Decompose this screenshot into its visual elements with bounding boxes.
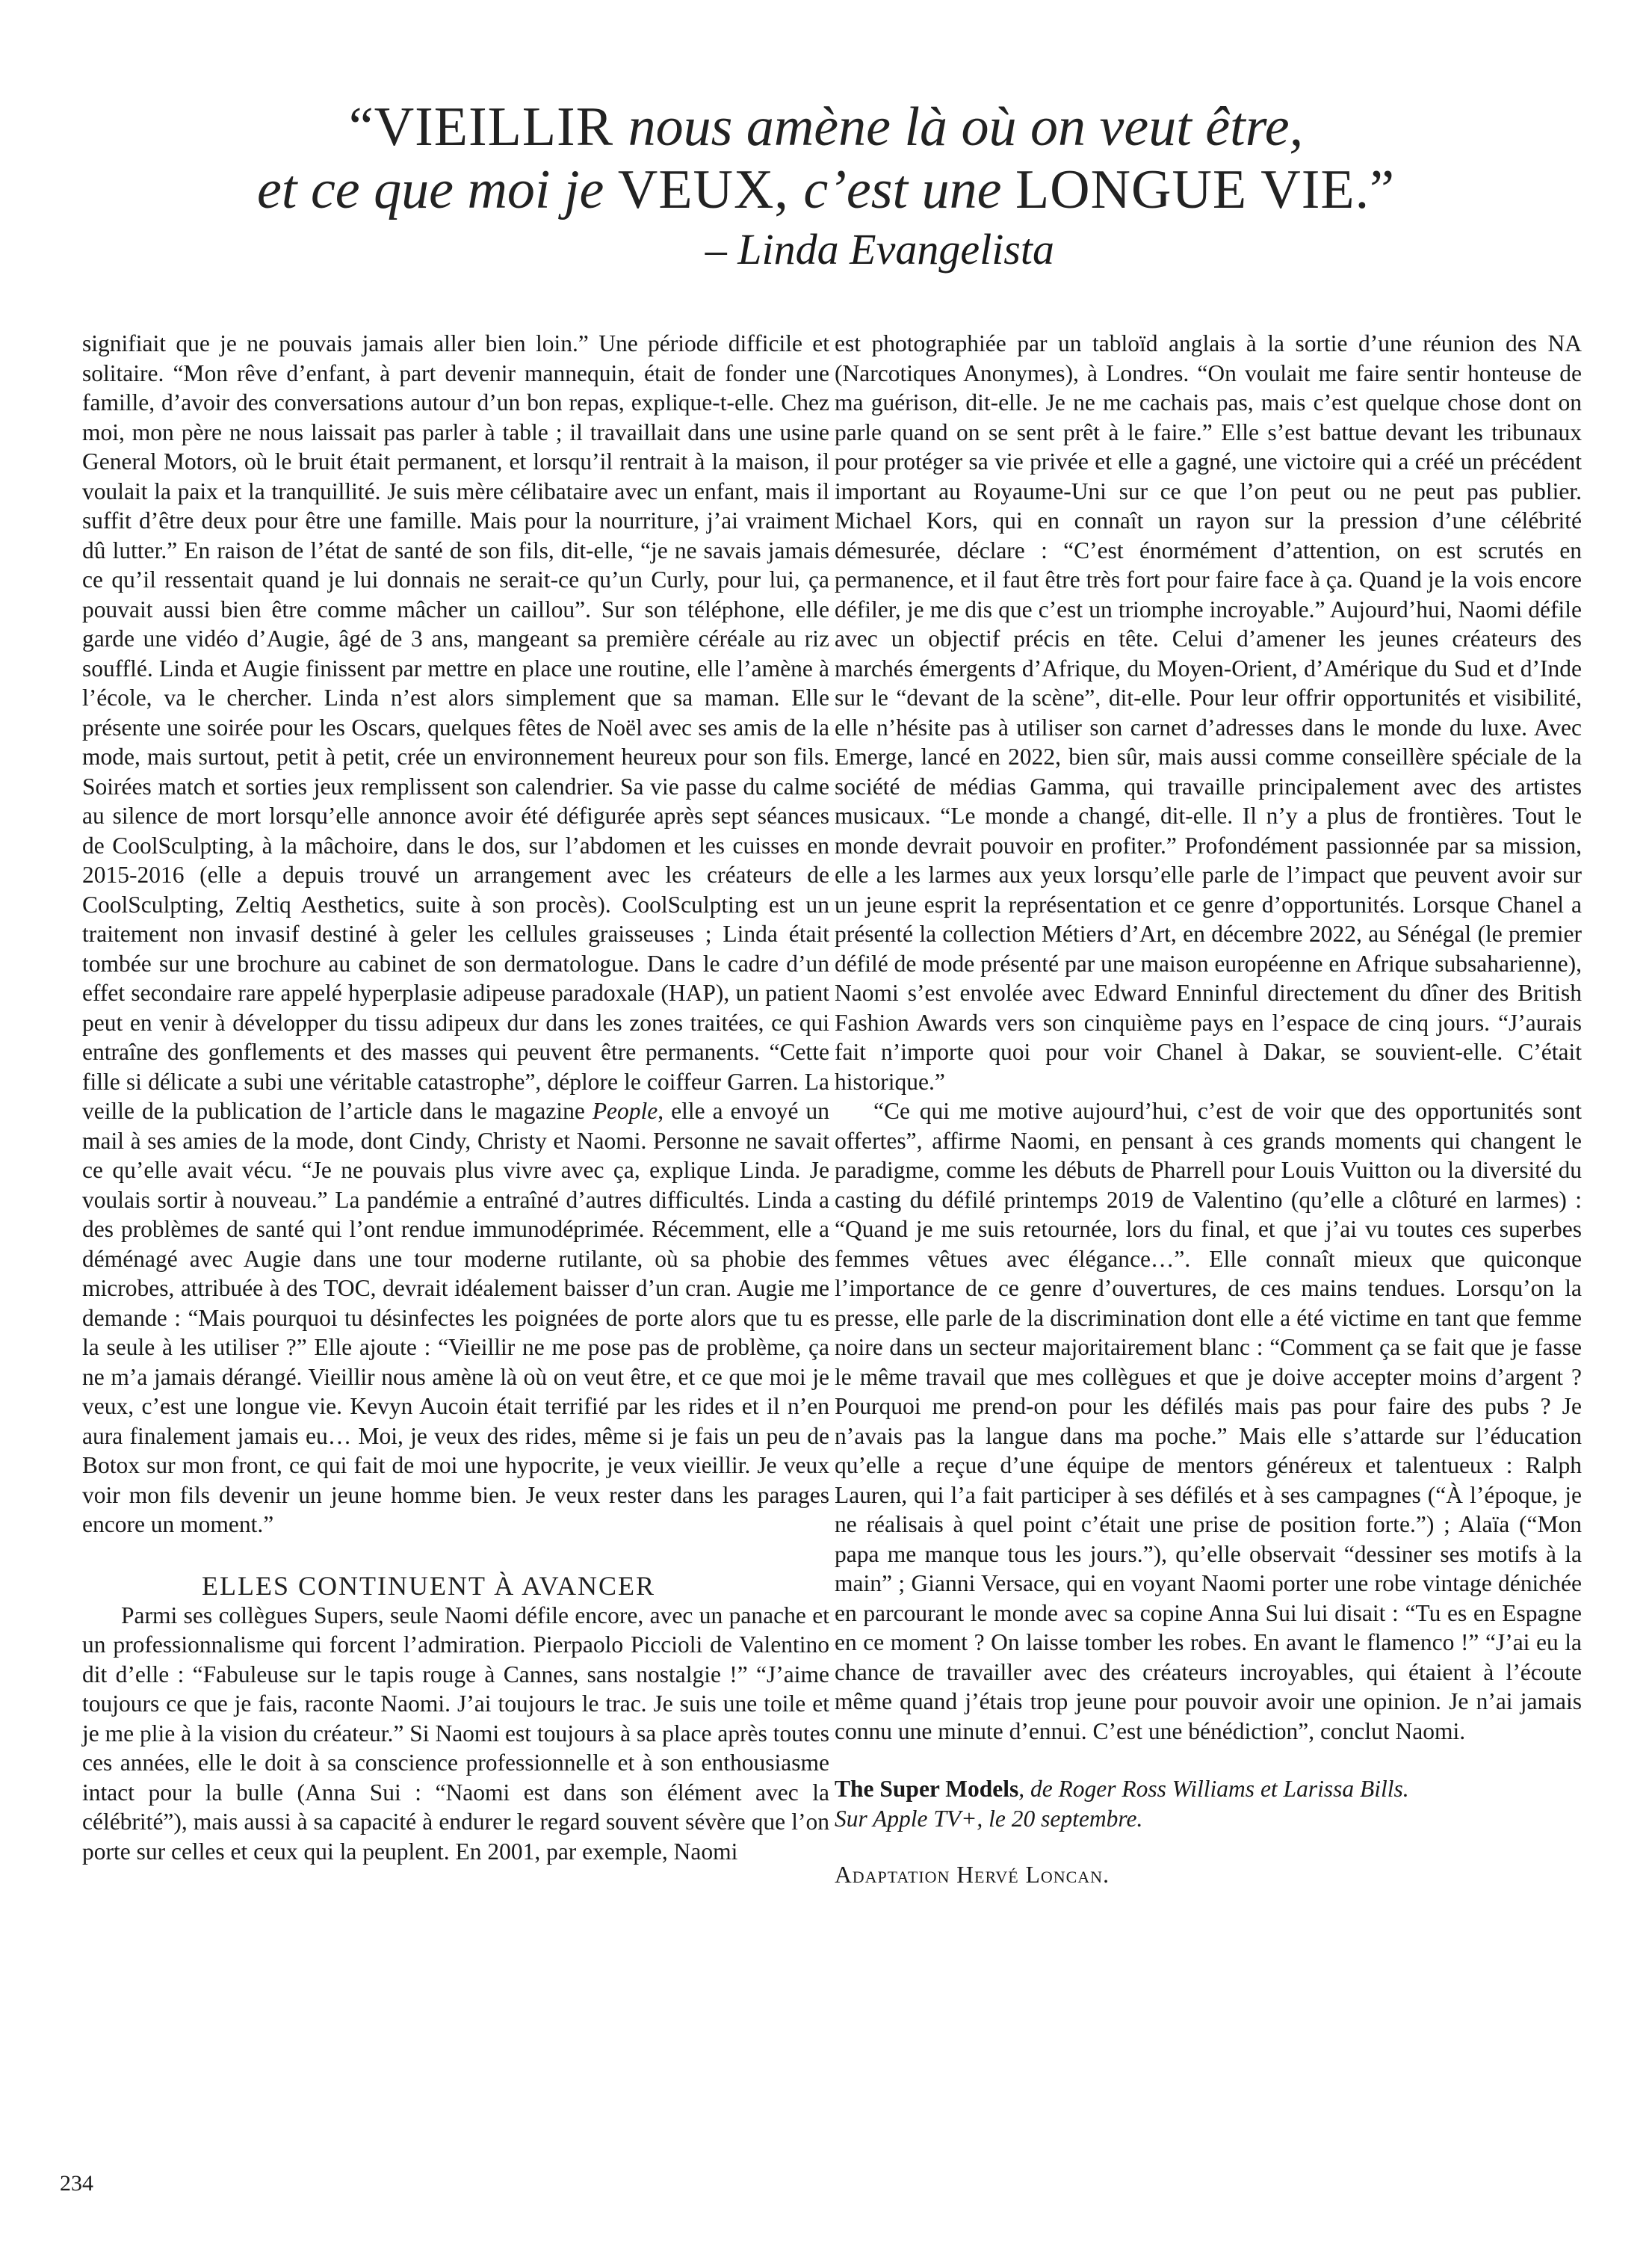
adaptation-credit: Adaptation Hervé Loncan.: [835, 1862, 1110, 1888]
pull-quote-fragment: LONGUE VIE.”: [1015, 159, 1395, 220]
pull-quote-fragment: “VIEILLIR: [348, 96, 628, 158]
right-column: [835, 329, 1582, 1890]
body-paragraph: est photographiée par un tabloïd anglais à la sortie d’une réunion des NA (Narcotiques Anonymes), à Londres. “On voulait me faire sentir honteuse de ma guérison, dit-elle. Je ne me cachais pas, mais c’est quelque chose dont on parle quand on se sent prêt à le faire.” Elle s’est battue devant les tribunaux pour protéger sa vie privée et elle a gagné, une victoire qui a créé un précédent important au Royaume-Uni sur ce que l’on peut ou ne peut pas publier. Michael Kors, qui en connaît un rayon sur la pression d’une célébrité démesurée, déclare : “C’est énormément d’attention, on est scrutés en permanence, et il faut être très fort pour faire face à ça. Quand je la vois encore défiler, je me dis que c’est un triomphe incroyable.” Aujourd’hui, Naomi défile avec un objectif précis en tête. Celui d’amener les jeunes créateurs des marchés émergents d’Afrique, du Moyen-Orient, d’Amérique du Sud et d’Inde sur le “devant de la scène”, dit-elle. Pour leur offrir opportunités et visibilité, elle n’hésite pas à utiliser son carnet d’adresses dans le monde du luxe. Avec Emerge, lancé en 2022, bien sûr, mais aussi comme conseillère spéciale de la société de médias Gamma, qui travaille principalement avec des artistes musicaux. “Le monde a changé, dit-elle. Il n’y a plus de frontières. Tout le monde devrait pouvoir en profiter.” Profondément passionnée par sa mission, elle a les larmes aux yeux lorsqu’elle parle de l’impact que peuvent avoir sur un jeune esprit la représentation et ce genre d’opportunités. Lorsque Chanel a présenté la collection Métiers d’Art, en décembre 2022, au Sénégal (le premier défilé de mode présenté par une maison européenne en Afrique subsaharienne), Naomi s’est envolée avec Edward Enninful directement du dîner des British Fashion Awards vers son cinquième pays en l’espace de cinq jours. “J’aurais fait n’importe quoi pour voir Chanel à Dakar, se souvient-elle. C’était historique.”: [835, 330, 1582, 1095]
pull-quote-fragment: et ce que moi je: [257, 159, 618, 220]
paragraph-text: , elle a envoyé un mail à ses amies de la mode, dont Cindy, Christy et Naomi. Personne ne savait ce qu’elle avait vécu. “Je ne pouvais plus vivre avec ça, explique Linda. Je voulais sortir à nouveau.” La pandémie a entraîné d’autres difficultés. Linda a des problèmes de santé qui l’ont rendue immunodéprimée. Récemment, elle a déménagé avec Augie dans une tour moderne rutilante, où sa phobie des microbes, attribuée à des TOC, devrait idéalement baisser d’un cran. Augie me demande : “Mais pourquoi tu désinfectes les poignées de porte alors que tu es la seule à les utiliser ?” Elle ajoute : “Vieillir ne me pose pas de problème, ça ne m’a jamais dérangé. Vieillir nous amène là où on veut être, et ce que moi je veux, c’est une longue vie. Kevyn Aucoin était terrifié par les rides et il n’en aura finalement jamais eu… Moi, je veux des rides, même si je fais un peu de Botox sur mon front, ce qui fait de moi une hypocrite, je veux vieillir. Je veux voir mon fils devenir un jeune homme bien. Je veux rester dans les parages encore un moment.”: [82, 1098, 829, 1537]
pull-quote-fragment: VEUX,: [617, 159, 804, 220]
pull-quote-attribution: – Linda Evangelista: [705, 225, 1054, 274]
pull-quote-fragment: c’est une: [803, 159, 1015, 220]
page-number: 234: [60, 2171, 93, 2196]
paragraph-text: signifiait que je ne pouvais jamais aller bien loin.” Une période difficile et solitaire. “Mon rêve d’enfant, à part devenir mannequin, était de fonder une famille, d’avoir des conversations autour d’un bon repas, explique-t-elle. Chez moi, mon père ne nous laissait pas parler à table ; il travaillait dans une usine General Motors, où le bruit était permanent, et lorsqu’il rentrait à la maison, il voulait la paix et la tranquillité. Je suis mère célibataire avec un enfant, mais il suffit d’être deux pour être une famille. Mais pour la nourriture, j’ai vraiment dû lutter.” En raison de l’état de santé de son fils, dit-elle, “je ne savais jamais ce qu’il ressentait quand je lui donnais ne serait-ce qu’un Curly, pour lui, ça pouvait aussi bien être comme mâcher un caillou”. Sur son téléphone, elle garde une vidéo d’Augie, âgé de 3 ans, mangeant sa première céréale au riz soufflé. Linda et Augie finissent par mettre en place une routine, elle l’amène à l’école, va le chercher. Linda n’est alors simplement que sa maman. Elle présente une soirée pour les Oscars, quelques fêtes de Noël avec ses amis de la mode, mais surtout, petit à petit, crée un environnement heureux pour son fils. Soirées match et sorties jeux remplissent son calendrier. Sa vie passe du calme au silence de mort lorsqu’elle annonce avoir été défigurée après sept séances de CoolSculpting, à la mâchoire, dans le dos, sur l’abdomen et les cuisses en 2015-2016 (elle a depuis trouvé un arrangement avec les créateurs de CoolSculpting, Zeltiq Aesthetics, suite à son procès). CoolSculpting est un traitement non invasif destiné à geler les cellules graisseuses ; Linda était tombée sur une brochure au cabinet de son dermatologue. Dans le cadre d’un effet secondaire rare appelé hyperplasie adipeuse paradoxale (HAP), un patient peut en venir à développer du tissu adipeux dur dans les zones traitées, ce qui entraîne des gonflements et des masses qui peuvent être permanents. “Cette fille si délicate a subi une véritable catastrophe”, déplore le coiffeur Garren. La veille de la publication de l’article dans le magazine: [82, 330, 829, 1124]
magazine-title: People: [592, 1098, 658, 1124]
pull-quote-line-2: [105, 158, 1547, 221]
left-column: [82, 329, 829, 1866]
release-info: Sur Apple TV+, le 20 septembre.: [835, 1805, 1143, 1832]
film-credits: [835, 1774, 1582, 1833]
film-credits-text: , de Roger Ross Williams et Larissa Bills.: [1018, 1776, 1409, 1802]
body-paragraph: Parmi ses collègues Supers, seule Naomi défile encore, avec un panache et un professionnalisme qui forcent l’admiration. Pierpaolo Piccioli de Valentino dit d’elle : “Fabuleuse sur le tapis rouge à Cannes, sans nostalgie !” “J’aime toujours ce que je fais, raconte Naomi. J’ai toujours le trac. Je suis une toile et je me plie à la vision du créateur.” Si Naomi est toujours à sa place après toutes ces années, elle le doit à sa conscience professionnelle et à son enthousiasme intact pour la bulle (Anna Sui : “Naomi est dans son élément avec la célébrité”), mais aussi à sa capacité à endurer le regard souvent sévère que l’on porte sur celles et ceux qui la peuplent. En 2001, par exemple, Naomi: [82, 1602, 829, 1865]
body-paragraph: [82, 329, 829, 1540]
pull-quote-line-1: [105, 96, 1547, 158]
body-paragraph: “Ce qui me motive aujourd’hui, c’est de voir que des opportunités sont offertes”, affirme Naomi, en pensant à ces grands moments qui changent le paradigme, comme les débuts de Pharrell pour Louis Vuitton ou la diversité du casting du défilé printemps 2019 de Valentino (qu’elle a clôturé en larmes) : “Quand je me suis retournée, lors du final, et que j’ai vu toutes ces superbes femmes vêtues avec élégance…”. Elle connaît mieux que quiconque l’importance de ce genre d’ouvertures, de ces mains tendues. Lorsqu’on la presse, elle parle de la discrimination dont elle a été victime en tant que femme noire dans un secteur majoritairement blanc : “Comment ça se fait que je fasse le même travail que mes collègues et que je doive accepter moins d’argent ? Pourquoi me prend-on pour les défilés mais pas pour faire des pubs ? Je n’avais pas la langue dans ma poche.” Mais elle s’attarde sur l’éducation qu’elle a reçue d’une équipe de mentors généreux et talentueux : Ralph Lauren, qui l’a fait participer à ses défilés et à ses campagnes (“À l’époque, je ne réalisais à quel point c’était une prise de position forte.”) ; Alaïa (“Mon papa me manque tous les jours.”), qu’elle observait “dessiner ses motifs à la main” ; Gianni Versace, qui en voyant Naomi porter une robe vintage dénichée en parcourant le monde avec sa copine Anna Sui lui disait : “Tu es en Espagne en ce moment ? On laisse tomber les robes. En avant le flamenco !” “J’ai eu la chance de travailler avec des créateurs incroyables, qui étaient à l’écoute même quand j’étais trop jeune pour pouvoir avoir une opinion. Je n’ai jamais connu une minute d’ennui. C’est une bénédiction”, conclut Naomi.: [835, 1098, 1582, 1744]
pull-quote-fragment: nous amène là où on veut être,: [628, 96, 1304, 158]
film-title: The Super Models: [835, 1776, 1019, 1802]
pull-quote: [105, 96, 1547, 221]
section-subhead: ELLES CONTINUENT À AVANCER: [202, 1570, 656, 1601]
